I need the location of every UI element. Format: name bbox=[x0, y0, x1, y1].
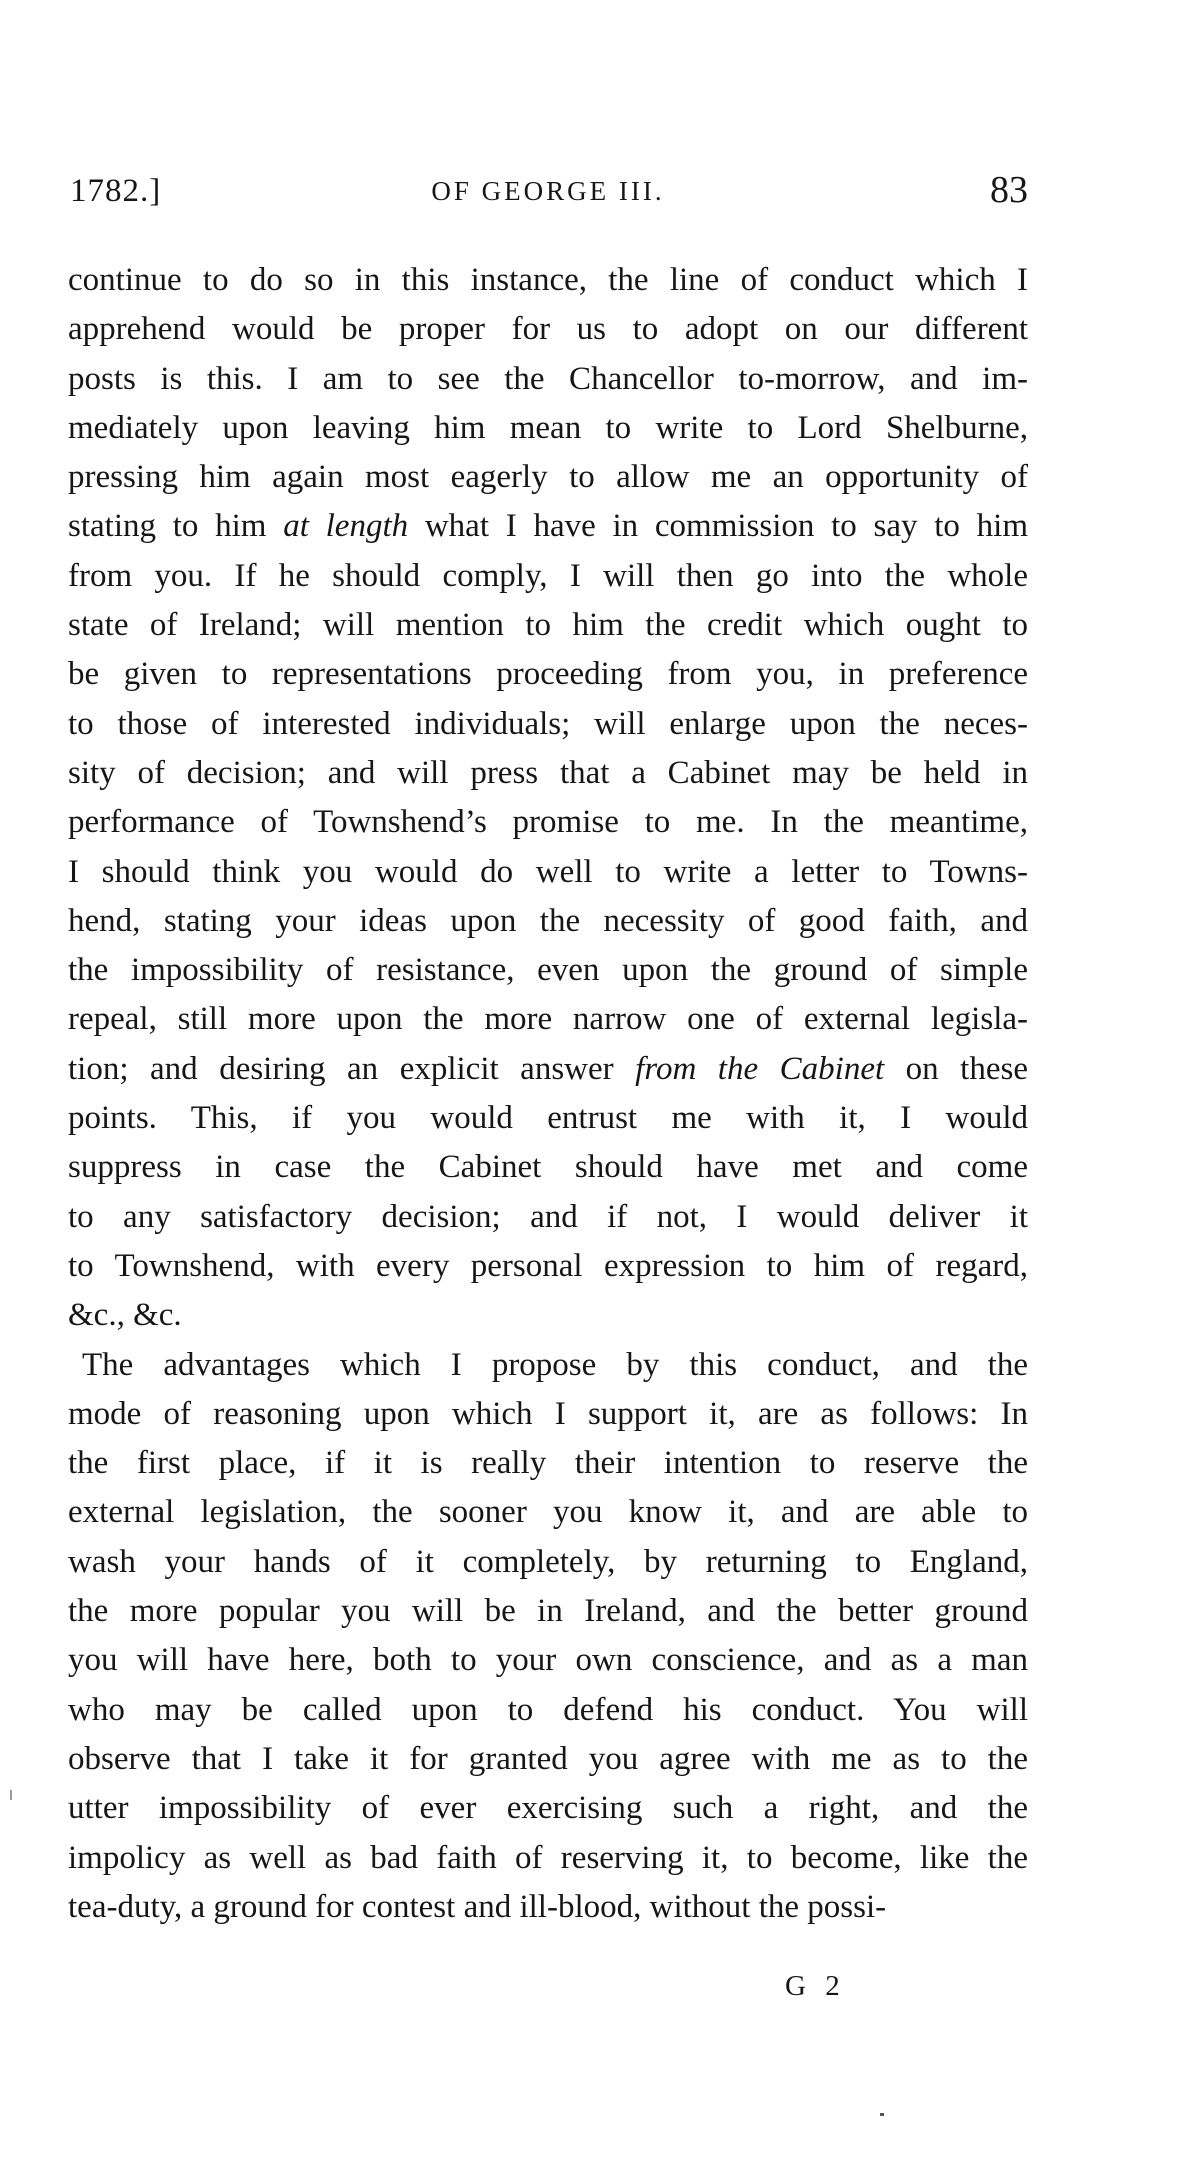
paragraph1-line: apprehend would be proper for us to adopt on our different bbox=[68, 311, 1028, 348]
paragraph1-line: state of Ireland; will mention to him the credit which ought to bbox=[68, 607, 1028, 644]
paragraph1-line: performance of Townshend’s promise to me. In the meantime, bbox=[68, 804, 1028, 841]
paragraph1-line: repeal, still more upon the more narrow one of external legisla- bbox=[68, 1001, 1028, 1038]
body-text bbox=[68, 256, 1028, 1932]
paragraph1-line: mediately upon leaving him mean to write to Lord Shelburne, bbox=[68, 409, 1028, 446]
margin-mark bbox=[10, 1790, 12, 1800]
paragraph2-line: external legislation, the sooner you know it, and are able to bbox=[68, 1494, 1028, 1531]
paragraph1-line: suppress in case the Cabinet should have met and come bbox=[68, 1149, 1028, 1186]
text-segment: tion; and desiring an explicit answer bbox=[68, 1050, 636, 1087]
paragraph1-line: sity of decision; and will press that a Cabinet may be held in bbox=[68, 754, 1028, 791]
signature-mark: G 2 bbox=[785, 1970, 846, 2002]
paragraph1-line: pressing him again most eagerly to allow me an opportunity of bbox=[68, 459, 1028, 496]
text-segment: on these bbox=[884, 1050, 1028, 1087]
paragraph2-line: mode of reasoning upon which I support it, are as follows: In bbox=[68, 1395, 1028, 1432]
paragraph1-line: to any satisfactory decision; and if not, I would deliver it bbox=[68, 1198, 1028, 1235]
print-speck bbox=[880, 2113, 884, 2116]
paragraph1-line: the impossibility of resistance, even upon the ground of simple bbox=[68, 952, 1028, 989]
paragraph2-line: utter impossibility of ever exercising such a right, and the bbox=[68, 1790, 1028, 1827]
paragraph2-line: the more popular you will be in Ireland, and the better ground bbox=[68, 1593, 1028, 1630]
paragraph2-line: impolicy as well as bad faith of reserving it, to become, like the bbox=[68, 1839, 1028, 1876]
header-title: OF GEORGE III. bbox=[431, 176, 665, 206]
paragraph1-line: to those of interested individuals; will enlarge upon the neces- bbox=[68, 705, 1028, 742]
paragraph1-line: posts is this. I am to see the Chancellor to-morrow, and im- bbox=[68, 360, 1028, 397]
italic-text: at length bbox=[283, 508, 409, 545]
paragraph1-line: &c., &c. bbox=[68, 1297, 182, 1334]
paragraph1-line: to Townshend, with every personal expression to him of regard, bbox=[68, 1247, 1028, 1284]
paragraph1-line: be given to representations proceeding from you, in preference bbox=[68, 656, 1028, 693]
paragraph2-line: who may be called upon to defend his conduct. You will bbox=[68, 1691, 1028, 1728]
paragraph1-line bbox=[68, 502, 1028, 551]
header-year: 1782.] bbox=[70, 173, 162, 209]
page-number: 83 bbox=[990, 169, 1028, 211]
paragraph1-line: points. This, if you would entrust me with it, I would bbox=[68, 1100, 1028, 1137]
paragraph1-line: hend, stating your ideas upon the necessity of good faith, and bbox=[68, 902, 1028, 939]
text-segment: what I have in commission to say to him bbox=[408, 508, 1028, 545]
paragraph1-line: from you. If he should comply, I will then go into the whole bbox=[68, 557, 1028, 594]
italic-text: from the Cabinet bbox=[635, 1050, 885, 1087]
paragraph1-line bbox=[68, 1045, 1028, 1094]
paragraph2-line: The advantages which I propose by this conduct, and the bbox=[82, 1346, 1028, 1383]
paragraph2-line: observe that I take it for granted you agree with me as to the bbox=[68, 1740, 1028, 1777]
paragraph2-line: the first place, if it is really their intention to reserve the bbox=[68, 1445, 1028, 1482]
running-header bbox=[68, 169, 1028, 223]
paragraph1-line: I should think you would do well to write a letter to Towns- bbox=[68, 853, 1028, 890]
paragraph2-line: you will have here, both to your own conscience, and as a man bbox=[68, 1642, 1028, 1679]
paragraph2-line: tea-duty, a ground for contest and ill-blood, without the possi- bbox=[68, 1888, 887, 1925]
paragraph2-line: wash your hands of it completely, by returning to England, bbox=[68, 1543, 1028, 1580]
text-segment: stating to him bbox=[68, 508, 284, 545]
paragraph1-line: continue to do so in this instance, the line of conduct which I bbox=[68, 262, 1028, 298]
